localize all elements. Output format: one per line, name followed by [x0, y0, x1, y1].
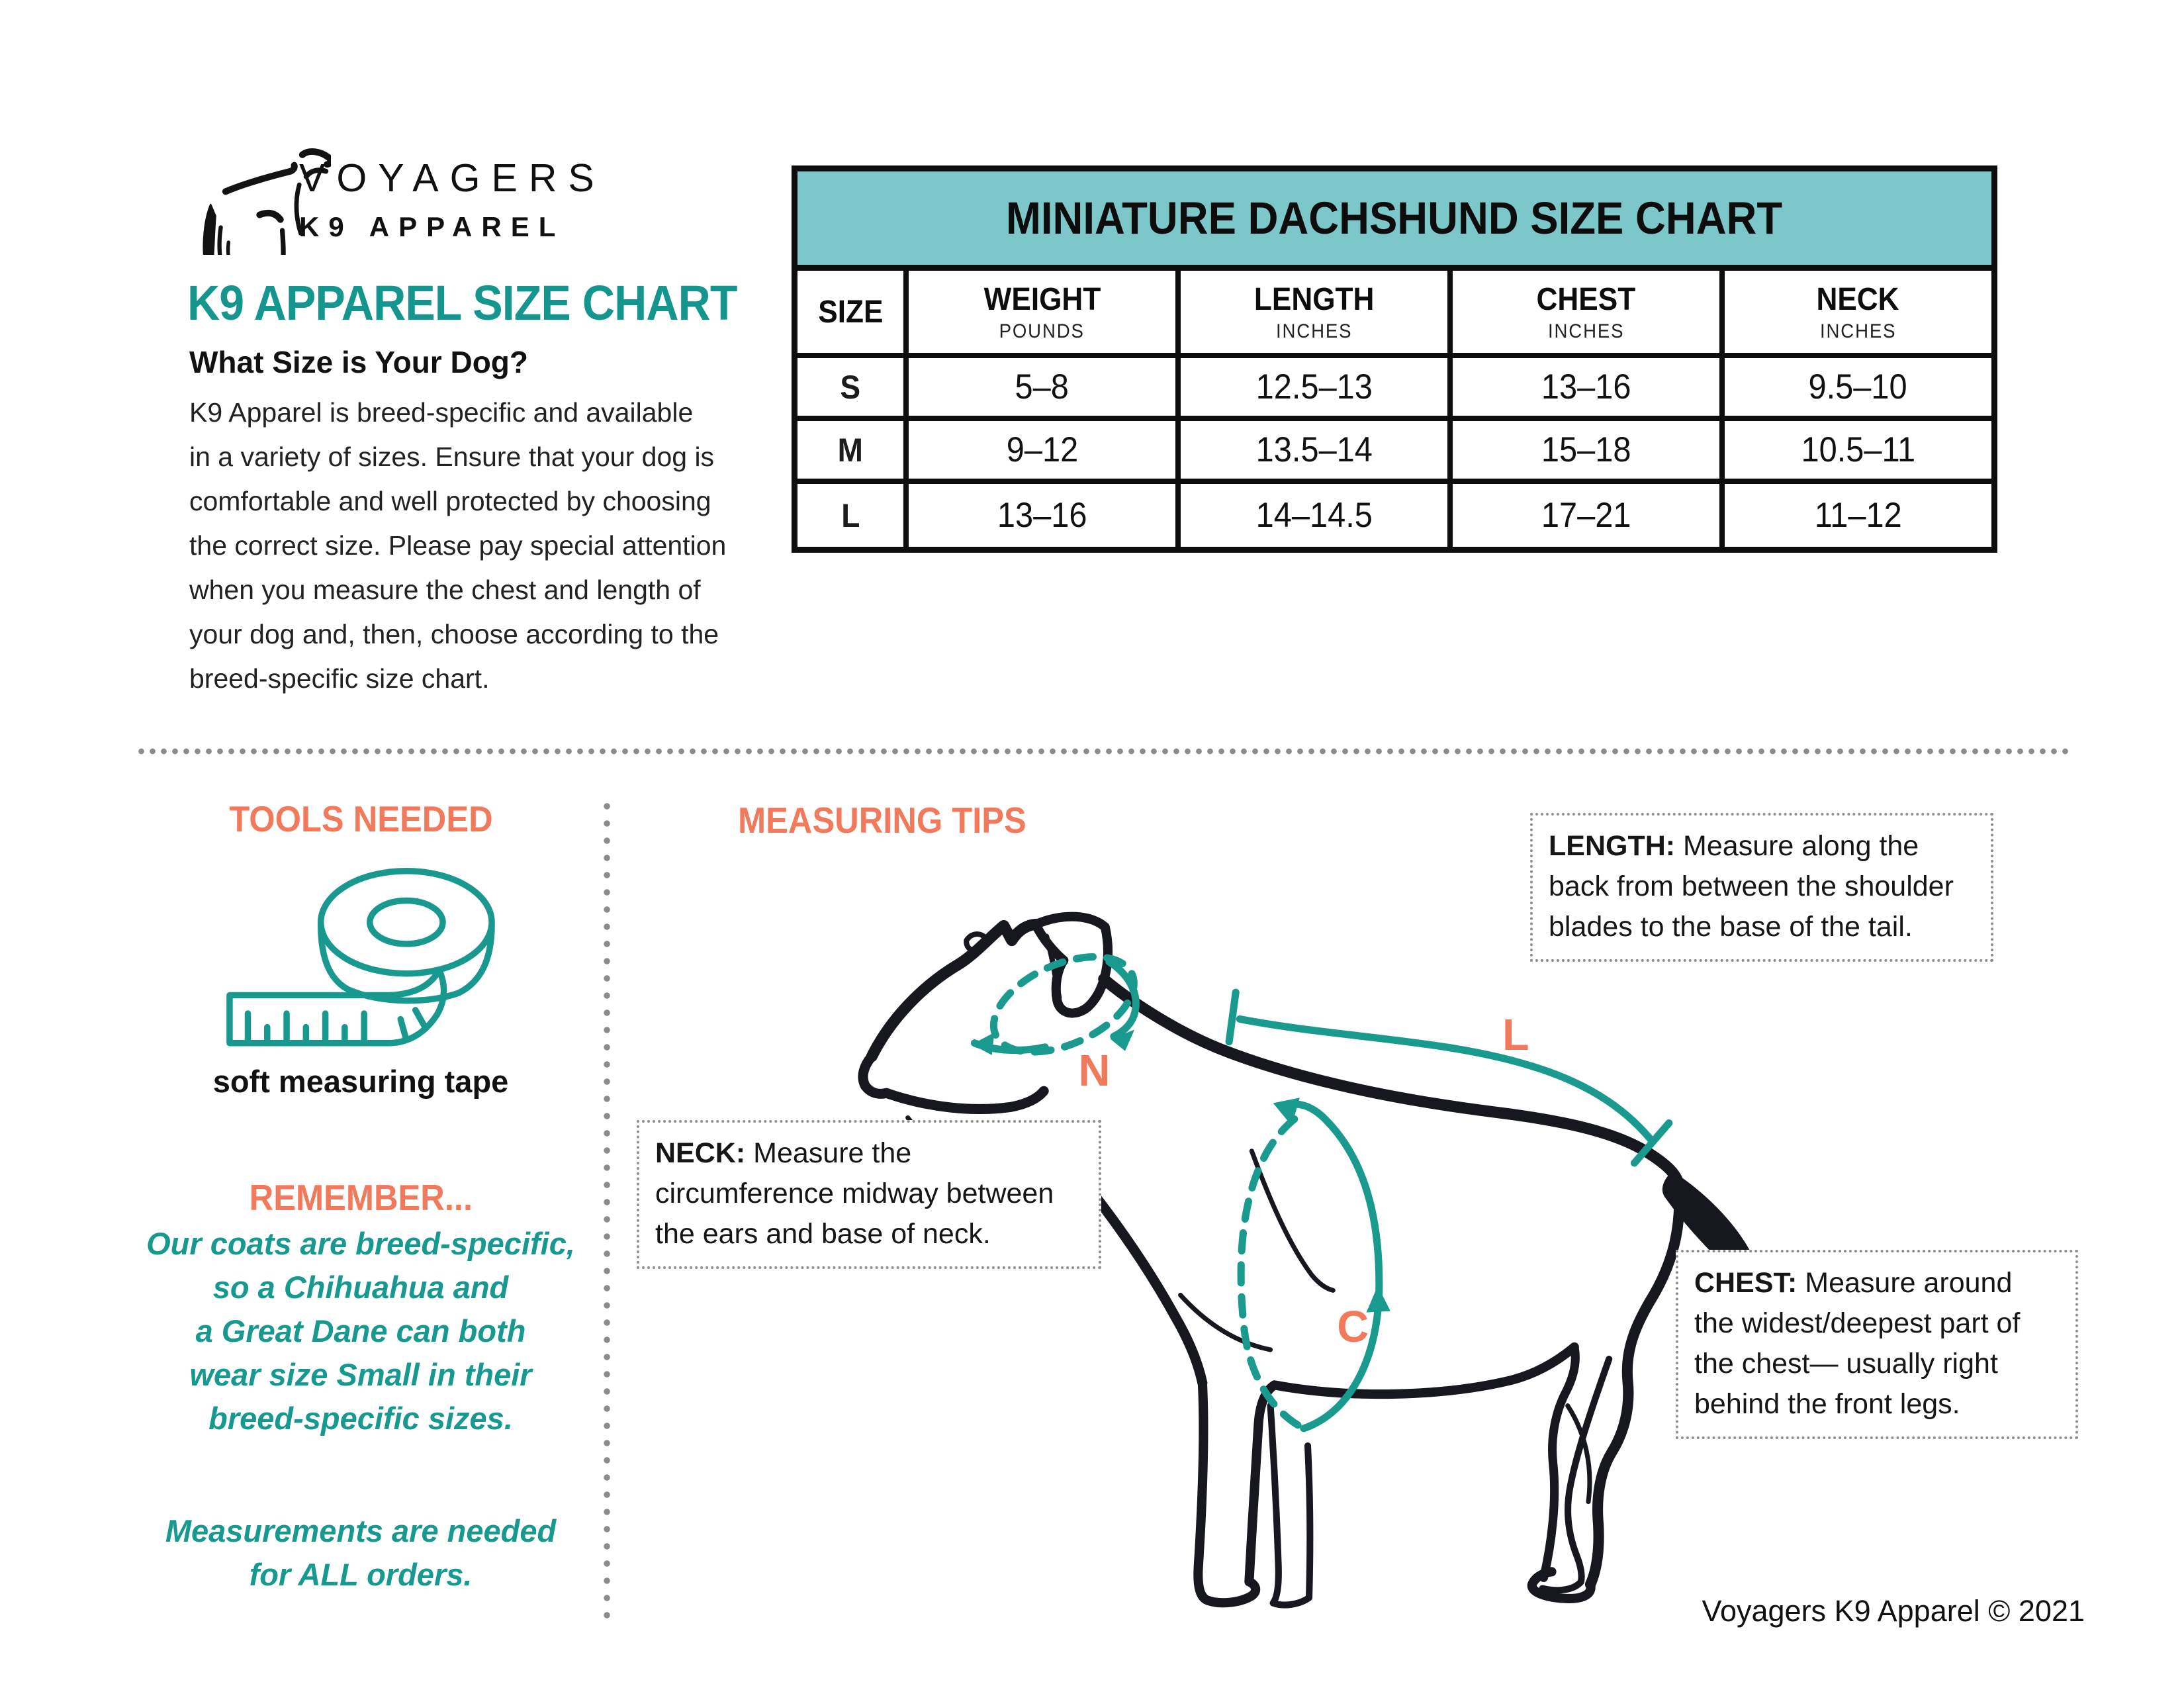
col-header-size: SIZE: [817, 294, 884, 330]
brand-subname: K9 APPAREL: [299, 211, 565, 242]
size-chart-table: [792, 165, 1997, 553]
length-annotation-label: L: [1502, 1010, 1529, 1060]
page-title: K9 APPAREL SIZE CHART: [187, 275, 737, 330]
copyright-footer: Voyagers K9 Apparel © 2021: [1702, 1594, 2085, 1628]
col-header-chest: CHEST INCHES: [1447, 271, 1719, 353]
table-header-row: [797, 271, 1991, 358]
table-row-small: S 5–8 12.5–13 13–16 9.5–10: [797, 358, 1991, 421]
chest-tip-box: CHEST: Measure around the widest/deepest part of the chest— usually right behind the front legs.: [1676, 1250, 2078, 1439]
horizontal-dotted-divider: [136, 747, 2071, 756]
tools-column: [142, 798, 579, 1600]
length-tip-box: LENGTH: Measure along the back from between the shoulder blades to the base of the tail.: [1530, 813, 1993, 962]
intro-paragraph: K9 Apparel is breed-specific and available in a variety of sizes. Ensure that your dog is comfortable and well protected by choosing the correct size. Please pay special attention when you measure the chest and length of your dog and, then, choose according to the breed-specific size chart.: [189, 397, 727, 694]
tools-needed-title: TOOLS NEEDED: [228, 798, 493, 839]
chest-annotation-label: C: [1337, 1302, 1369, 1352]
remember-text: Our coats are breed-specific, so a Chihuahua and a Great Dane can both wear size Small in their breed-specific sizes.: [146, 1226, 575, 1436]
neck-annotation-label: N: [1078, 1047, 1111, 1096]
table-title-band: [797, 171, 1991, 271]
neck-tip-box: NECK: Measure the circumference midway between the ears and base of neck.: [637, 1120, 1101, 1269]
brand-name: VOYAGERS: [299, 156, 606, 200]
vertical-dotted-divider: [602, 798, 612, 1618]
col-header-length: LENGTH INCHES: [1175, 271, 1447, 353]
tools-caption: soft measuring tape: [212, 1064, 509, 1099]
measurements-note: Measurements are needed for ALL orders.: [165, 1513, 557, 1592]
length-start-tick: [1229, 992, 1236, 1042]
measuring-tips-title: MEASURING TIPS: [738, 800, 1026, 841]
logo-wordmark: [299, 156, 606, 243]
measuring-tape-icon: [142, 849, 579, 1058]
table-title: MINIATURE DACHSHUND SIZE CHART: [1006, 193, 1783, 244]
table-row-medium: M 9–12 13.5–14 15–18 10.5–11: [797, 421, 1991, 484]
col-header-weight: WEIGHT POUNDS: [903, 271, 1175, 353]
intro-subtitle: What Size is Your Dog?: [189, 345, 528, 379]
table-row-large: L 13–16 14–14.5 17–21 11–12: [797, 484, 1991, 547]
remember-title: REMEMBER...: [249, 1177, 473, 1218]
col-header-neck: NECK INCHES: [1719, 271, 1991, 353]
